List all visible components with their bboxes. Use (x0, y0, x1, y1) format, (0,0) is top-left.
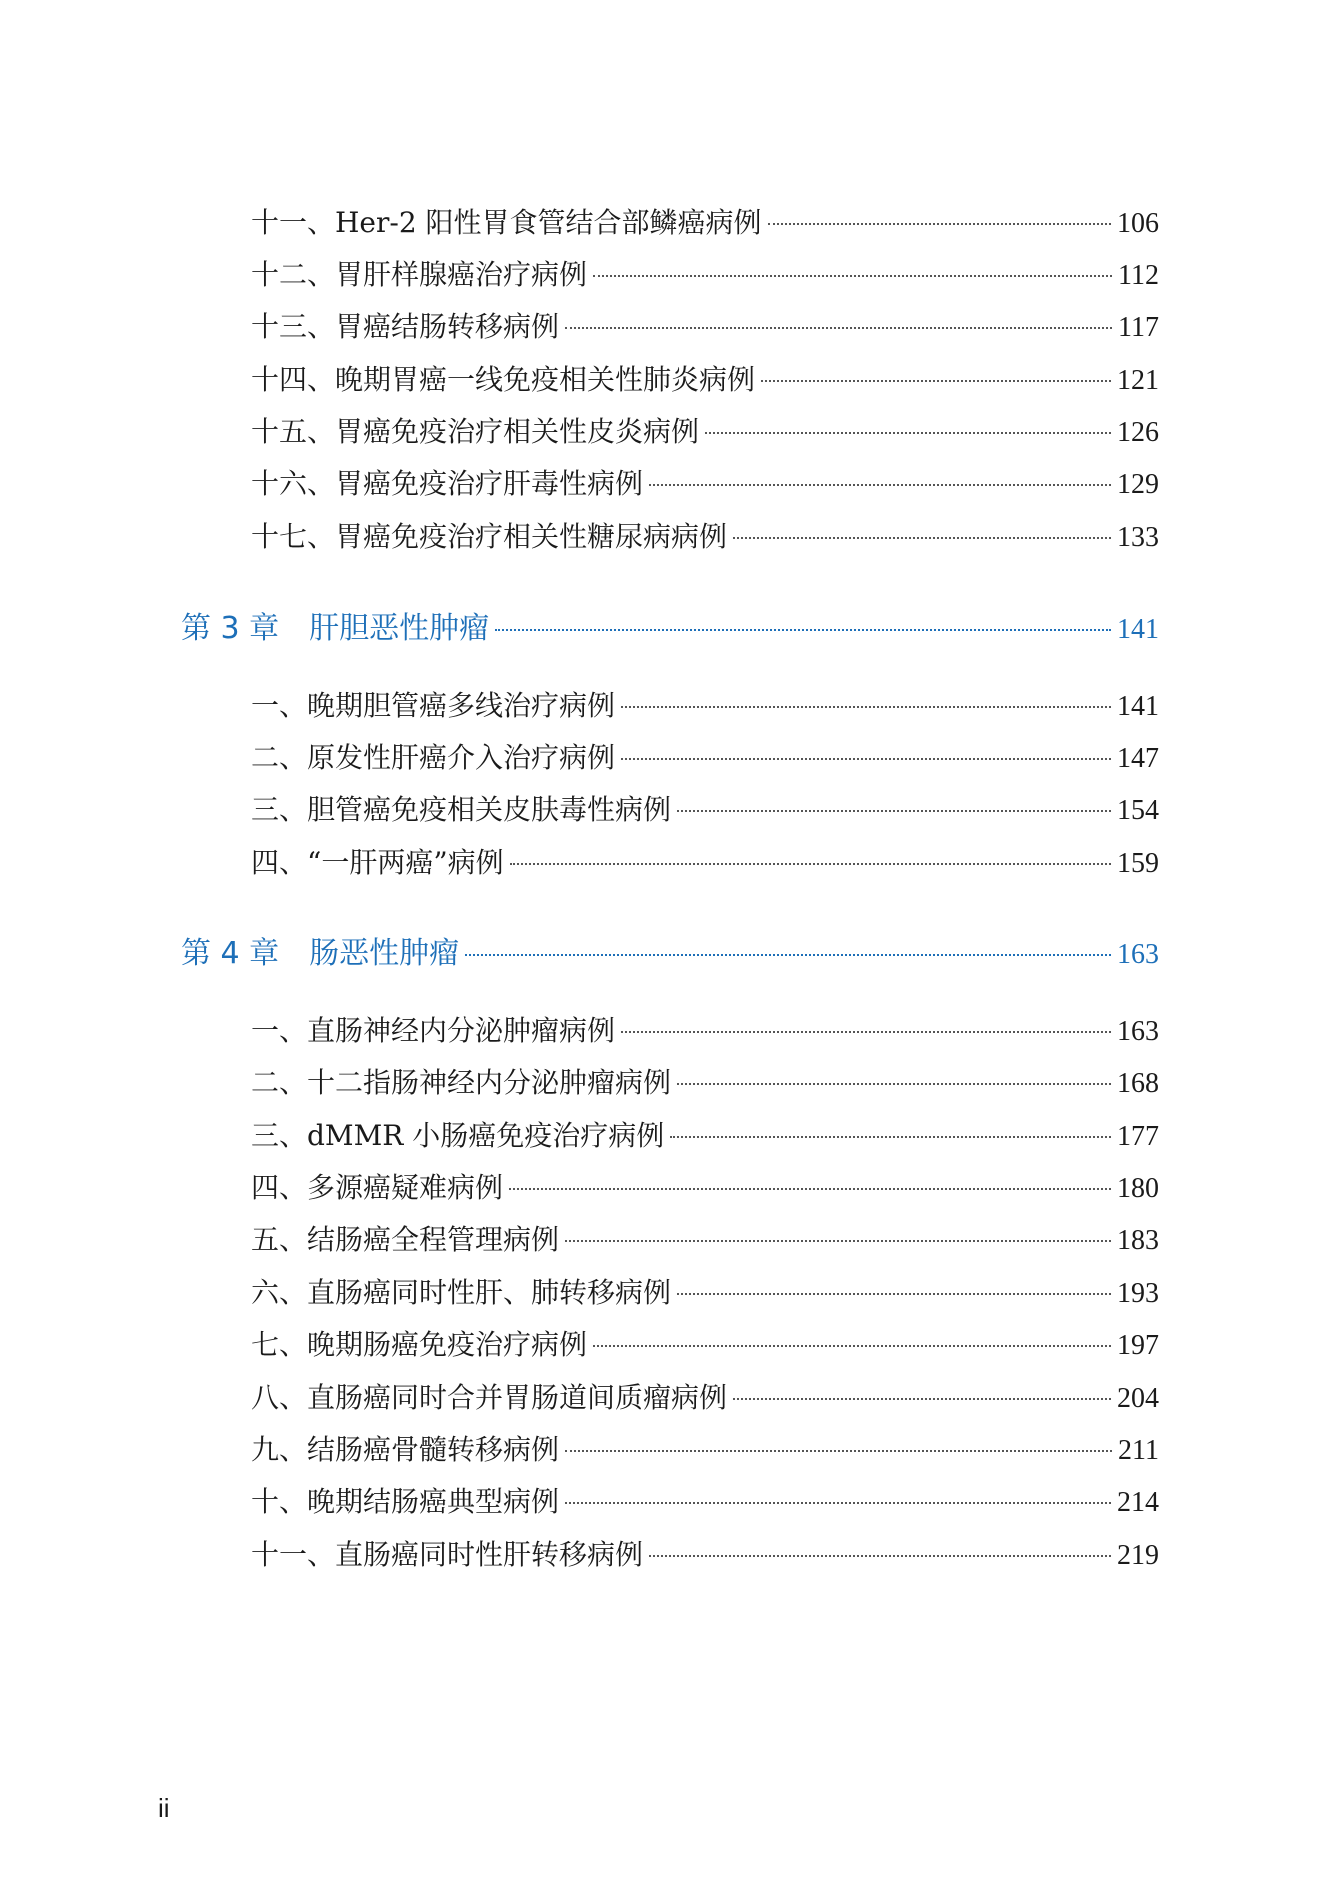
toc-entry-page: 133 (1117, 522, 1159, 553)
dot-leader (510, 863, 1111, 865)
dot-leader (465, 954, 1111, 956)
chapter-title: 第 3 章 肝胆恶性肿瘤 (181, 611, 490, 646)
toc-entry-page: 168 (1117, 1068, 1159, 1099)
toc-entry-page: 126 (1117, 417, 1159, 448)
toc-entry-title: 八、直肠癌同时合并胃肠道间质瘤病例 (251, 1381, 728, 1414)
toc-entry-page: 147 (1117, 743, 1159, 774)
dot-leader (565, 1240, 1111, 1242)
toc-entry-title: 二、十二指肠神经内分泌肿瘤病例 (251, 1066, 672, 1099)
toc-entry-title: 九、结肠癌骨髓转移病例 (251, 1433, 560, 1466)
dot-leader (565, 1502, 1111, 1504)
toc-entry-page: 197 (1117, 1330, 1159, 1361)
toc-entry-title: 十五、胃癌免疫治疗相关性皮炎病例 (251, 415, 700, 448)
toc-entry-page: 141 (1117, 691, 1159, 722)
toc-entry-page: 180 (1117, 1173, 1159, 1204)
dot-leader (593, 1345, 1111, 1347)
toc-entry (251, 1063, 1159, 1104)
toc-entry (251, 464, 1159, 505)
dot-leader (621, 1031, 1111, 1033)
toc-entry-page: 159 (1117, 848, 1159, 879)
toc-entry-page: 177 (1117, 1121, 1159, 1152)
dot-leader (593, 275, 1112, 277)
toc-entry-title: 四、多源癌疑难病例 (251, 1171, 504, 1204)
toc-entry (251, 1273, 1159, 1314)
toc-entry (251, 203, 1159, 244)
toc-entry-title: 二、原发性肝癌介入治疗病例 (251, 741, 616, 774)
toc-entry-title: 十一、直肠癌同时性肝转移病例 (251, 1538, 644, 1571)
toc-entry-title: 七、晚期肠癌免疫治疗病例 (251, 1328, 588, 1361)
toc-entry-title: 十六、胃癌免疫治疗肝毒性病例 (251, 467, 644, 500)
toc-chapter-heading (181, 608, 1159, 651)
dot-leader (621, 758, 1111, 760)
toc-entry (251, 255, 1159, 296)
toc-entry (251, 1325, 1159, 1366)
toc-entry-title: 五、结肠癌全程管理病例 (251, 1223, 560, 1256)
toc-entry (251, 686, 1159, 727)
chapter-page: 141 (1117, 614, 1159, 645)
dot-leader (621, 706, 1111, 708)
dot-leader (509, 1188, 1111, 1190)
toc-entry-page: 163 (1117, 1016, 1159, 1047)
toc-entry-title: 四、“一肝两癌”病例 (251, 846, 504, 879)
toc-entry-page: 112 (1118, 260, 1159, 291)
toc-entry (251, 1430, 1159, 1471)
toc-entry (251, 517, 1159, 558)
dot-leader (670, 1136, 1111, 1138)
chapter-title: 第 4 章 肠恶性肿瘤 (181, 936, 460, 971)
toc-entry-page: 117 (1118, 312, 1159, 343)
toc-entry-page: 204 (1117, 1383, 1159, 1414)
toc-entry (251, 738, 1159, 779)
toc-entry (251, 307, 1159, 348)
dot-leader (649, 484, 1111, 486)
toc-entry (251, 1168, 1159, 1209)
toc-entry-page: 129 (1117, 469, 1159, 500)
toc-entry-page: 214 (1117, 1487, 1159, 1518)
toc-entry-title: 十七、胃癌免疫治疗相关性糖尿病病例 (251, 520, 728, 553)
toc-entry (251, 790, 1159, 831)
page-number: ii (158, 1793, 170, 1823)
toc-chapter-heading (181, 933, 1159, 976)
toc-entry-title: 六、直肠癌同时性肝、肺转移病例 (251, 1276, 672, 1309)
dot-leader (677, 810, 1111, 812)
toc-entry-page: 154 (1117, 795, 1159, 826)
toc-entry (251, 1116, 1159, 1157)
dot-leader (565, 327, 1112, 329)
dot-leader (677, 1083, 1111, 1085)
toc-entry (251, 1482, 1159, 1523)
toc-entry (251, 412, 1159, 453)
toc-entry-page: 121 (1117, 365, 1159, 396)
toc-entry-page: 106 (1117, 208, 1159, 239)
toc-entry (251, 1220, 1159, 1261)
toc-entry (251, 1535, 1159, 1576)
toc-entry-title: 一、直肠神经内分泌肿瘤病例 (251, 1014, 616, 1047)
toc-entry-title: 十三、胃癌结肠转移病例 (251, 310, 560, 343)
toc-entry (251, 843, 1159, 884)
toc-entry-title: 十一、Her-2 阳性胃食管结合部鳞癌病例 (251, 206, 762, 239)
dot-leader (495, 629, 1111, 631)
toc-entry-page: 183 (1117, 1225, 1159, 1256)
toc-entry (251, 1378, 1159, 1419)
dot-leader (677, 1293, 1111, 1295)
dot-leader (705, 432, 1111, 434)
chapter-page: 163 (1117, 939, 1159, 970)
toc-entry-title: 十四、晚期胃癌一线免疫相关性肺炎病例 (251, 363, 756, 396)
dot-leader (768, 223, 1111, 225)
toc-entry-title: 十、晚期结肠癌典型病例 (251, 1485, 560, 1518)
toc-entry-title: 一、晚期胆管癌多线治疗病例 (251, 689, 616, 722)
toc-entry (251, 1011, 1159, 1052)
dot-leader (733, 1398, 1111, 1400)
dot-leader (649, 1555, 1111, 1557)
toc-entry-title: 三、胆管癌免疫相关皮肤毒性病例 (251, 793, 672, 826)
dot-leader (761, 380, 1111, 382)
toc-entry-page: 193 (1117, 1278, 1159, 1309)
toc-entry-page: 219 (1117, 1540, 1159, 1571)
toc-entry (251, 360, 1159, 401)
toc-entry-title: 三、dMMR 小肠癌免疫治疗病例 (251, 1119, 665, 1152)
dot-leader (565, 1450, 1112, 1452)
toc-entry-title: 十二、胃肝样腺癌治疗病例 (251, 258, 588, 291)
toc-entry-page: 211 (1118, 1435, 1159, 1466)
dot-leader (733, 537, 1111, 539)
